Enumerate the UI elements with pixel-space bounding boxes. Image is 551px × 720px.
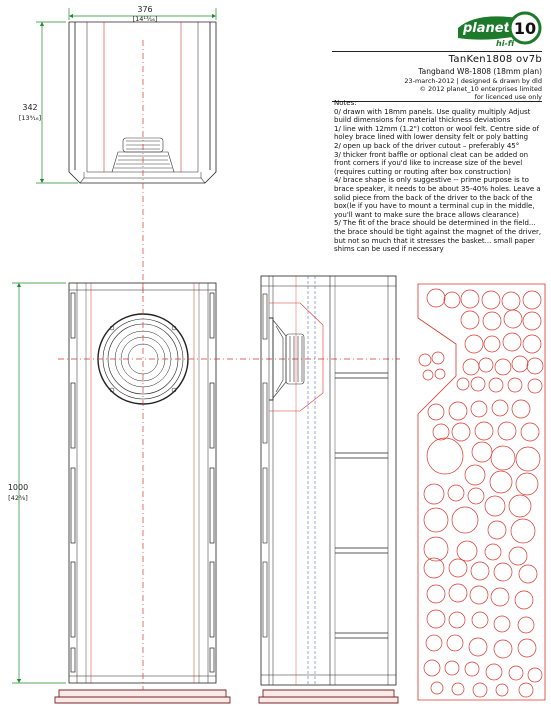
brace-hole: [427, 610, 445, 628]
brace-hole: [426, 635, 442, 651]
brace-hole: [516, 473, 538, 495]
brace-hole: [495, 359, 511, 375]
brace-hole: [427, 289, 445, 307]
brace-hole: [482, 291, 500, 309]
brace-hole: [518, 639, 536, 657]
brace-hole: [494, 640, 512, 658]
brace-hole: [485, 544, 501, 560]
note-1: 1/ line with 12mm (1.2") cotton or wool felt. Centre side of holey brace lined with lower density felt or poly batting: [334, 124, 540, 142]
licence: for licenced use only: [474, 93, 542, 101]
brace-hole: [457, 378, 469, 390]
brace-hole: [465, 465, 485, 485]
brace-hole: [519, 683, 533, 697]
driver-side-view: [269, 318, 304, 400]
note-2: 2/ open up back of the driver cutout – preferably 45°: [334, 141, 520, 150]
brace-hole: [486, 664, 502, 680]
brace-hole: [435, 369, 445, 379]
brace-hole: [509, 547, 527, 565]
notes-block: [334, 99, 546, 254]
front-view-slots: [71, 293, 214, 672]
brace-hole: [512, 356, 528, 372]
brace-hole: [465, 335, 483, 353]
brace-hole: [449, 402, 467, 420]
depth-dim-in: [13⁹⁄₁₆]: [18, 114, 42, 122]
brace-hole: [494, 616, 510, 632]
brace-hole: [488, 521, 506, 539]
brace-hole: [515, 591, 533, 609]
brace-hole: [448, 485, 464, 501]
brace-hole: [523, 312, 541, 330]
brace-hole: [471, 401, 487, 417]
brace-holes: [419, 289, 543, 697]
brace-hole: [452, 423, 470, 441]
brace-hole: [528, 379, 542, 393]
brace-hole: [449, 612, 465, 628]
note-3: 3/ thicker front baffle or optional cleat can be added on front corners if you'd like to increase size of the bevel (requires cutting or routing after box construction): [334, 150, 529, 176]
brace-hole: [461, 311, 479, 329]
note-4: 4/ brace shape is only suggestive -- prime purpose is to brace speaker, it needs to be about 35-40% holes. Leave a solid piece from the back of the driver to the back of the box(le if you have to mount a terminal cup in the middle, you'll want to make sure the brace allows clearance): [334, 176, 541, 219]
brace-hole: [509, 495, 531, 517]
brace-hole: [449, 559, 467, 577]
brace-hole: [423, 370, 433, 380]
brace-hole: [433, 424, 449, 440]
copyright: © 2012 planet_10 enterprises limited: [419, 85, 542, 93]
holey-brace: [418, 284, 545, 700]
note-5: 5/ The fit of the brace should be determined in the field... the brace should be tight against the magnet of the driver, but not so much that it stresses the basket... small paper shims can be used if necessary: [334, 219, 542, 254]
notes-heading: Notes:: [334, 99, 357, 107]
brace-hole: [475, 422, 493, 440]
brace-hole: [489, 378, 503, 392]
height-dim-in: [42³⁄₈]: [8, 494, 28, 502]
driver-name: Tangband W8-1808 (18mm plan): [418, 67, 542, 76]
width-dim-mm: 376: [137, 5, 153, 14]
brace-hole: [452, 507, 478, 533]
brace-hole: [508, 378, 522, 392]
top-view-brace-lines: [104, 22, 181, 172]
height-dim-mm: 1000: [7, 483, 29, 492]
brace-hole: [479, 358, 493, 372]
brace-hole: [457, 541, 477, 561]
brace-hole: [511, 519, 535, 543]
brace-hole: [424, 537, 448, 561]
brace-hole: [498, 422, 516, 440]
brace-hole: [484, 336, 500, 352]
brace-hole: [424, 660, 440, 676]
brace-hole: [490, 471, 512, 493]
model-name: TanKen1808 ov7b: [448, 54, 542, 65]
brace-hole: [502, 292, 520, 310]
brace-hole: [496, 684, 508, 696]
side-plinth: [259, 690, 398, 703]
brace-hole: [523, 291, 541, 309]
brace-hole: [465, 662, 479, 676]
width-dim-in: [14¹³⁄₁₆]: [132, 15, 158, 23]
brace-hole: [512, 400, 530, 418]
brace-hole: [472, 442, 492, 462]
brace-hole: [445, 661, 459, 675]
front-plinth: [55, 690, 230, 703]
brace-hole: [491, 446, 515, 470]
brace-hole: [424, 508, 448, 532]
brace-hole: [492, 400, 508, 416]
note-0: 0/ drawn with 18mm panels. Use quality multiply Adjust build dimensions for material thickness deviations: [334, 107, 531, 125]
brace-hole: [518, 617, 534, 633]
side-view-slots: [263, 294, 267, 637]
logo-sub: hi-fi: [496, 39, 515, 48]
planet10-logo: [456, 8, 542, 50]
brace-hole: [483, 312, 501, 330]
brace-hole: [471, 562, 489, 580]
brace-hole: [503, 333, 521, 351]
logo-number: 10: [513, 19, 537, 38]
brace-hole: [469, 638, 487, 656]
top-view: [69, 22, 216, 183]
brace-hole: [452, 683, 464, 695]
brace-hole: [427, 438, 463, 474]
brace-hole: [424, 484, 444, 504]
brace-hole: [470, 586, 488, 604]
brace-hole: [471, 377, 485, 391]
brace-hole: [444, 292, 460, 308]
logo-text: planet: [463, 21, 510, 36]
brace-hole: [447, 635, 463, 651]
side-view: [261, 276, 396, 685]
brace-hole: [427, 585, 445, 603]
depth-dim-mm: 342: [22, 103, 38, 112]
brace-hole: [527, 358, 543, 374]
brace-hole: [523, 335, 541, 353]
brace-hole: [473, 683, 487, 697]
brace-hole: [528, 668, 542, 682]
brace-hole: [485, 496, 505, 516]
front-centerlines: [58, 283, 400, 690]
date-line: 23-march-2012 | designed & drawn by dld: [404, 77, 542, 85]
brace-hole: [468, 488, 484, 504]
brace-hole: [432, 352, 444, 364]
brace-hole: [472, 612, 488, 628]
brace-hole: [516, 447, 540, 471]
brace-hole: [463, 359, 479, 375]
brace-hole: [494, 563, 512, 581]
brace-hole: [509, 666, 523, 680]
depth-dimension: [36, 22, 78, 183]
brace-hole: [428, 404, 444, 420]
brace-hole: [504, 310, 522, 328]
brace-hole: [519, 565, 537, 583]
brace-hole: [461, 290, 479, 308]
brace-hole: [431, 682, 443, 694]
side-view-hidden-lines: [308, 276, 315, 685]
brace-hole: [521, 423, 539, 441]
brace-hole: [449, 584, 467, 602]
brace-hole: [491, 588, 509, 606]
brace-hole: [419, 354, 431, 366]
